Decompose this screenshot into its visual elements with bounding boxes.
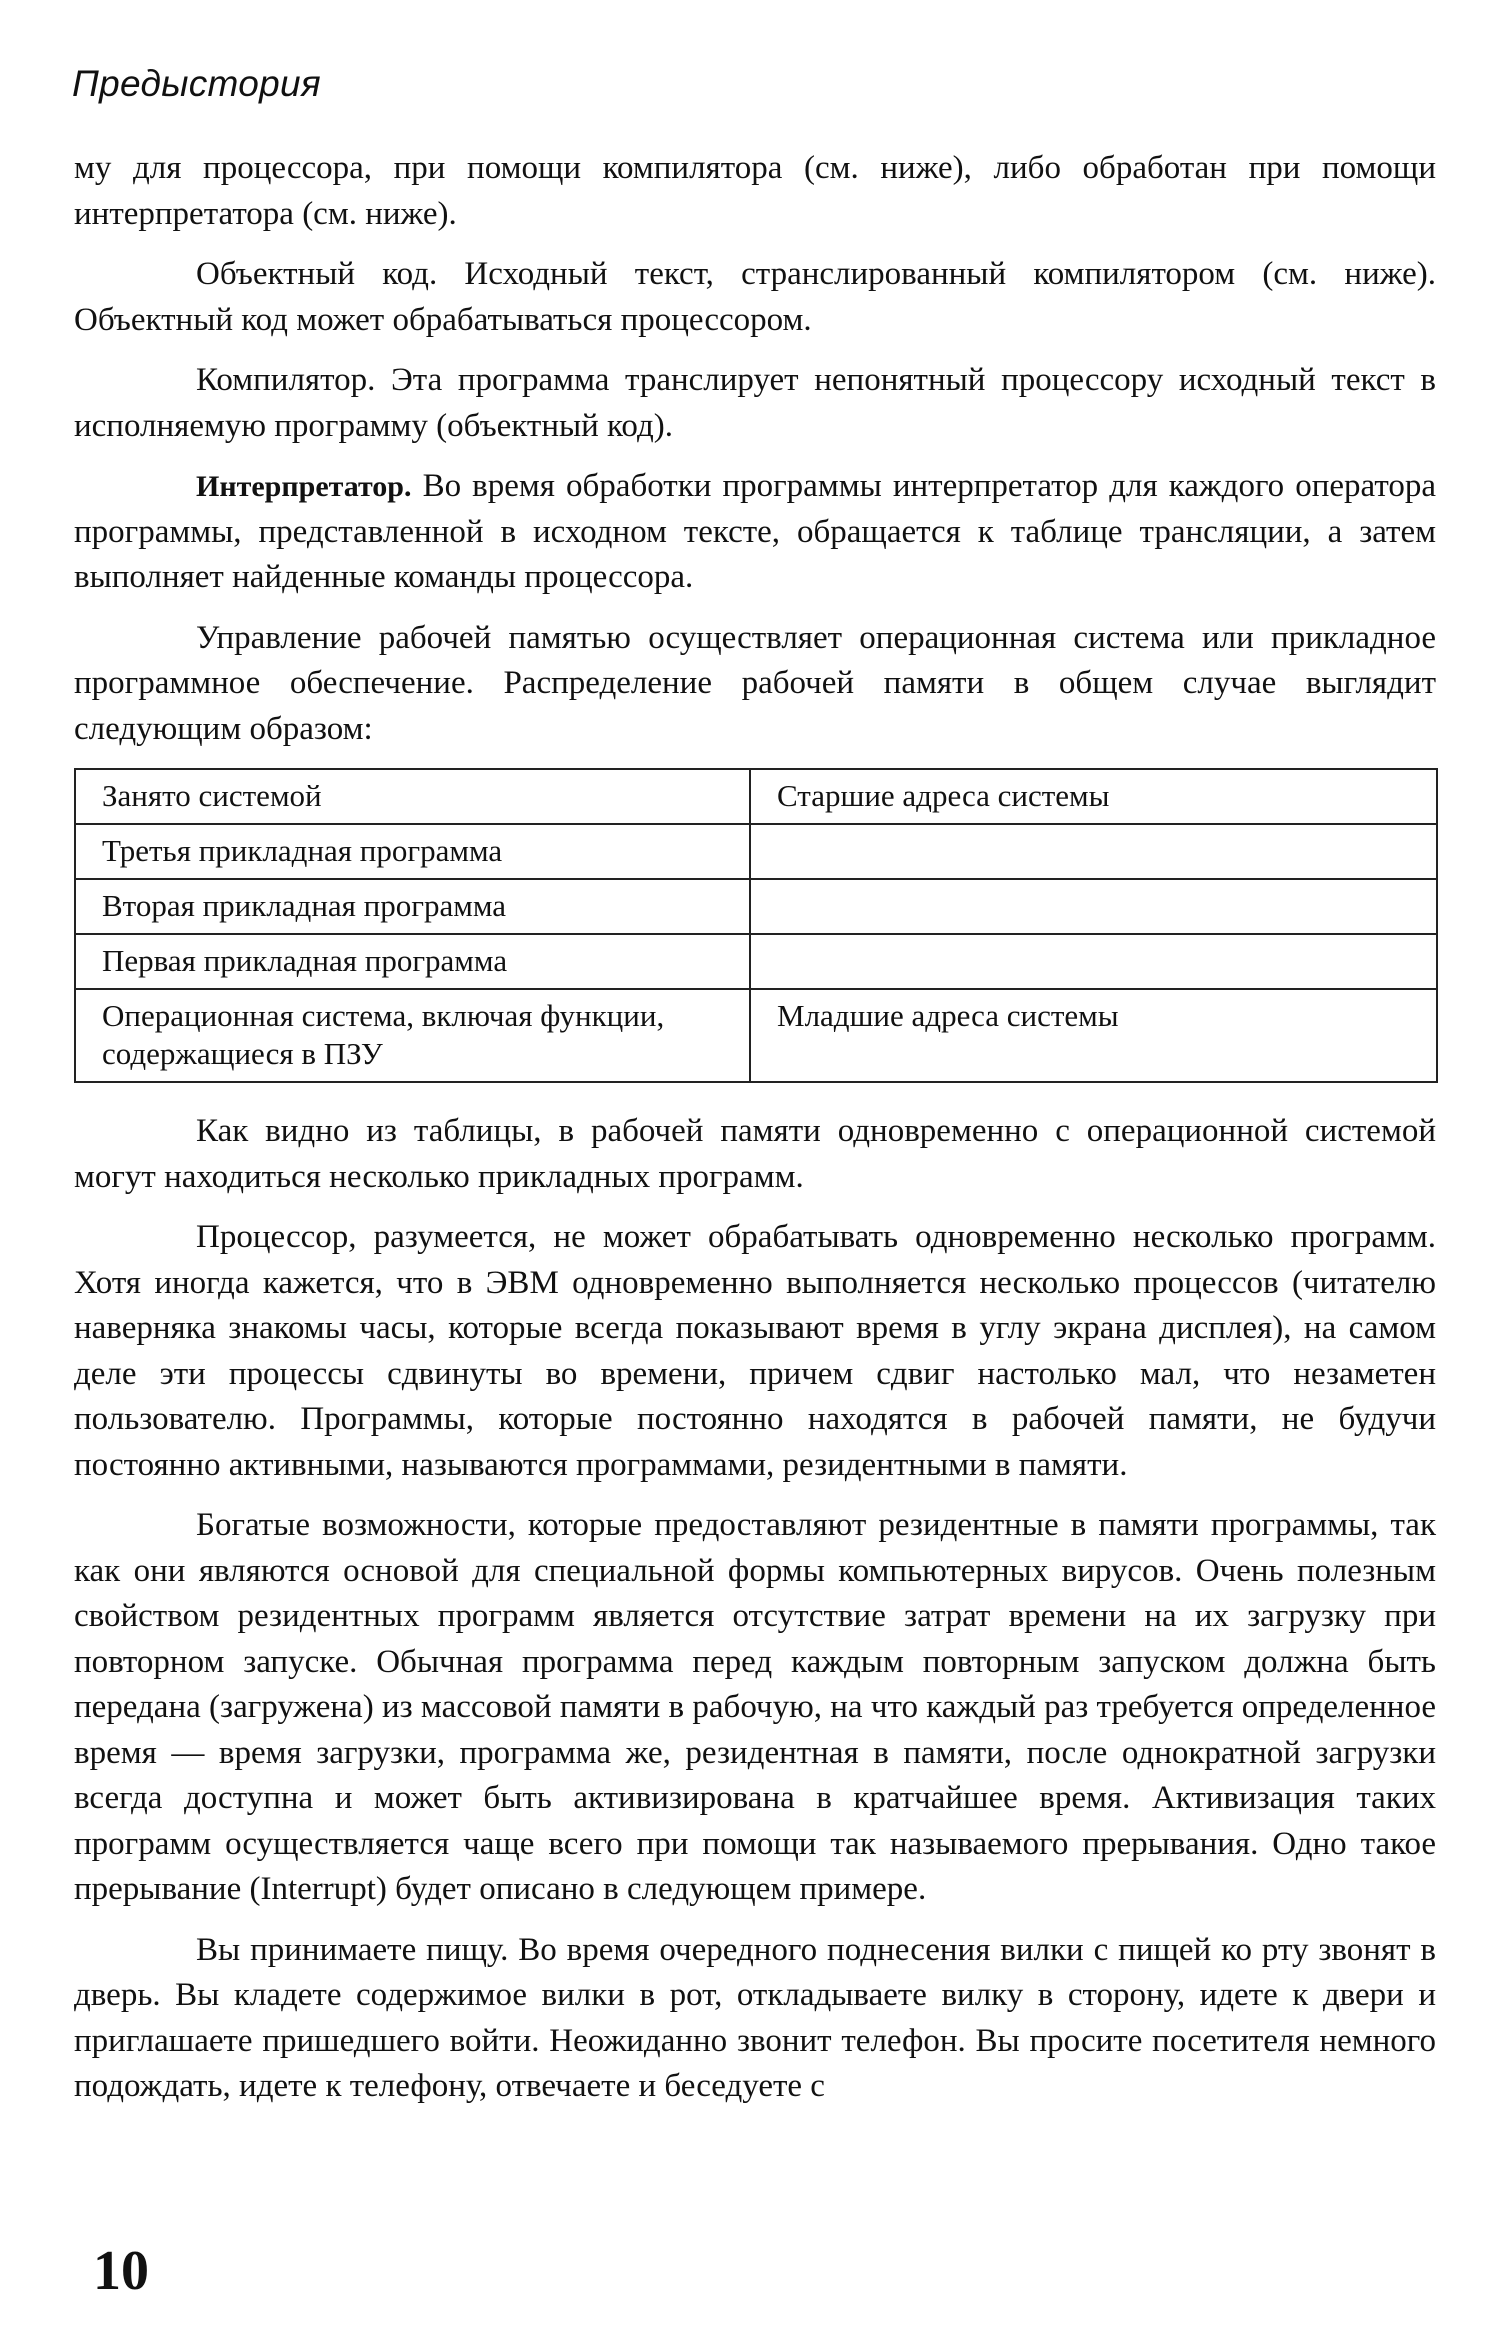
paragraph-interpreter (74, 464, 1436, 601)
interpreter-definition: Во время обработки программы интерпретатор для каждого оператора программы, представленной в исходном тексте, обращается к таблице трансляции, а затем выполняет найденные команды процессора. (74, 468, 1436, 595)
paragraph-memory-management: Управление рабочей памятью осуществляет операционная система или прикладное программное обеспечение. Распределение рабочей памяти в общем случае выглядит следующим образом: (74, 619, 1436, 747)
table-cell-area: Вторая прикладная программа (75, 879, 750, 934)
table-cell-address (750, 824, 1437, 879)
table-row (75, 879, 1437, 934)
table-row (75, 934, 1437, 989)
running-header: Предыстория (72, 63, 321, 104)
memory-allocation-table (74, 768, 1438, 1083)
table-cell-address: Старшие адреса системы (750, 769, 1437, 824)
table-cell-address: Младшие адреса системы (750, 989, 1437, 1082)
table-row (75, 989, 1437, 1082)
paragraph-compiler: Компилятор. Эта программа транслирует непонятный процессору исходный текст в исполняемую программу (объектный код). (74, 362, 1436, 444)
table-row (75, 824, 1437, 879)
table-cell-address (750, 934, 1437, 989)
paragraph-resident-programs: Богатые возможности, которые предоставляют резидентные в памяти программы, так как они являются основой для специальной формы компьютерных вирусов. Очень полезным свойством резидентных программ является отсутствие затрат времени на их загрузку при повторном запуске. Обычная программа перед каждым повторным запуском должна быть передана (загружена) из массовой памяти в рабочую, на что каждый раз требуется определенное время — время загрузки, программа же, резидентная в памяти, после однократной загрузки всегда доступна и может быть активизирована в кратчайшее время. Активизация таких программ осуществляется чаще всего при помощи так называемого прерывания. Одно такое прерывание (Interrupt) будет описано в следующем примере. (74, 1507, 1436, 1907)
term-interpreter: Интерпретатор. (196, 470, 412, 503)
paragraph-object-code: Объектный код. Исходный текст, странслированный компилятором (см. ниже). Объектный код может обрабатываться процессором. (74, 256, 1436, 338)
table-cell-area: Первая прикладная программа (75, 934, 750, 989)
body-text (74, 146, 1436, 2125)
table-cell-area: Занято системой (75, 769, 750, 824)
table-row (75, 769, 1437, 824)
table-cell-address (750, 879, 1437, 934)
paragraph-continuation: му для процессора, при помощи компилятора (см. ниже), либо обработан при помощи интерпретатора (см. ниже). (74, 150, 1436, 232)
paragraph-interrupt-example: Вы принимаете пищу. Во время очередного поднесения вилки с пищей ко рту звонят в дверь. Вы кладете содержимое вилки в рот, откладываете вилку в сторону, идете к двери и приглашаете пришедшего войти. Неожиданно звонит телефон. Вы просите посетителя немного подождать, идете к телефону, отвечаете и беседуете с (74, 1931, 1436, 2104)
paragraph-processor: Процессор, разумеется, не может обрабатывать одновременно несколько программ. Хотя иногда кажется, что в ЭВМ одновременно выполняется несколько процессов (читателю наверняка знакомы часы, которые всегда показывают время в углу экрана дисплея), на самом деле эти процессы сдвинуты во времени, причем сдвиг настолько мал, что незаметен пользователю. Программы, которые постоянно находятся в рабочей памяти, не будучи постоянно активными, называются программами, резидентными в памяти. (74, 1219, 1436, 1483)
table-cell-area: Операционная система, включая функции, содержащиеся в ПЗУ (75, 989, 750, 1082)
paragraph-table-conclusion: Как видно из таблицы, в рабочей памяти одновременно с операционной системой могут находиться несколько прикладных программ. (74, 1113, 1436, 1195)
table-cell-area: Третья прикладная программа (75, 824, 750, 879)
page-number: 10 (93, 2240, 149, 2302)
